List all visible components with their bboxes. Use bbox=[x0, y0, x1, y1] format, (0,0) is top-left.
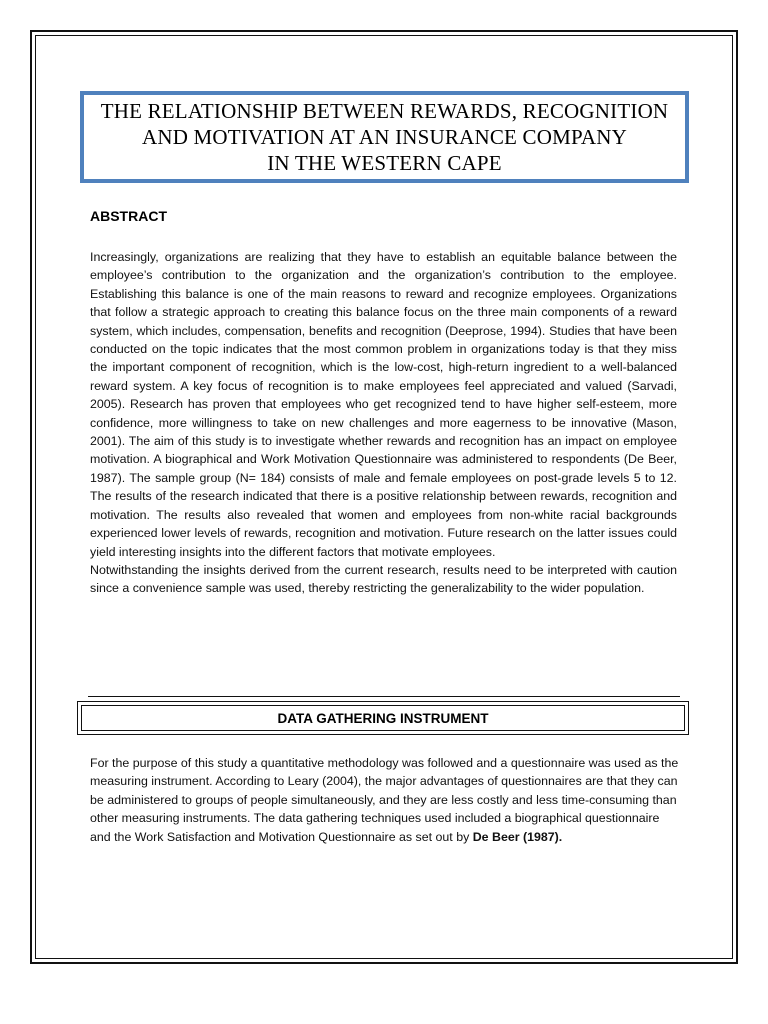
section-divider bbox=[88, 696, 680, 697]
data-gathering-body bbox=[90, 754, 680, 846]
data-gathering-text: For the purpose of this study a quantitative methodology was followed and a questionnaire was used as the measuring instrument. According to Leary (2004), the major advantages of questionnaires are that they can be administered to groups of people simultaneously, and they are less costly and less time-consuming than other measuring instruments. The data gathering techniques used included a biographical questionnaire and the Work Satisfaction and Motivation Questionnaire as set out by bbox=[90, 756, 679, 844]
abstract-body bbox=[90, 248, 677, 598]
section-heading-inner-box bbox=[81, 705, 685, 731]
abstract-paragraph-1: Increasingly, organizations are realizing that they have to establish an equitable balance between the employee’s contribution to the organization and the organization’s contribution to the employee. Establishing this balance is one of the main reasons to reward and recognize employees. Organizations that follow a strategic approach to creating this balance focus on the three main components of a reward system, which includes, compensation, benefits and recognition (Deeprose, 1994). Studies that have been conducted on the topic indicates that the most common problem in organizations today is that they miss the important component of recognition, which is the low-cost, high-return ingredient to a well-balanced reward system. A key focus of recognition is to make employees feel appreciated and valued (Sarvadi, 2005). Research has proven that employees who get recognized tend to have higher self-esteem, more confidence, more willingness to take on new challenges and more eagerness to be innovative (Mason, 2001). The aim of this study is to investigate whether rewards and recognition has an impact on employee motivation. A biographical and Work Motivation Questionnaire was administered to respondents (De Beer, 1987). The sample group (N= 184) consists of male and female employees on post-grade levels 5 to 12. The results of the research indicated that there is a positive relationship between rewards, recognition and motivation. The results also revealed that women and employees from non-white racial backgrounds experienced lower levels of rewards, recognition and motivation. Future research on the latter issues could yield interesting insights into the different factors that motivate employees. bbox=[90, 250, 677, 559]
abstract-heading: ABSTRACT bbox=[90, 208, 167, 224]
data-gathering-paragraph bbox=[90, 754, 680, 846]
title-line-2: AND MOTIVATION AT AN INSURANCE COMPANY bbox=[141, 125, 628, 149]
title-line-1: THE RELATIONSHIP BETWEEN REWARDS, RECOGNITION bbox=[100, 99, 669, 123]
data-gathering-heading: DATA GATHERING INSTRUMENT bbox=[277, 710, 489, 726]
title-line-3: IN THE WESTERN CAPE bbox=[267, 151, 502, 175]
title-box bbox=[80, 91, 689, 183]
abstract-paragraph-2: Notwithstanding the insights derived from the current research, results need to be interpreted with caution since a convenience sample was used, thereby restricting the generalizability to the wider population. bbox=[90, 562, 677, 596]
data-gathering-citation: De Beer (1987). bbox=[472, 829, 563, 844]
section-heading-box bbox=[77, 701, 689, 735]
